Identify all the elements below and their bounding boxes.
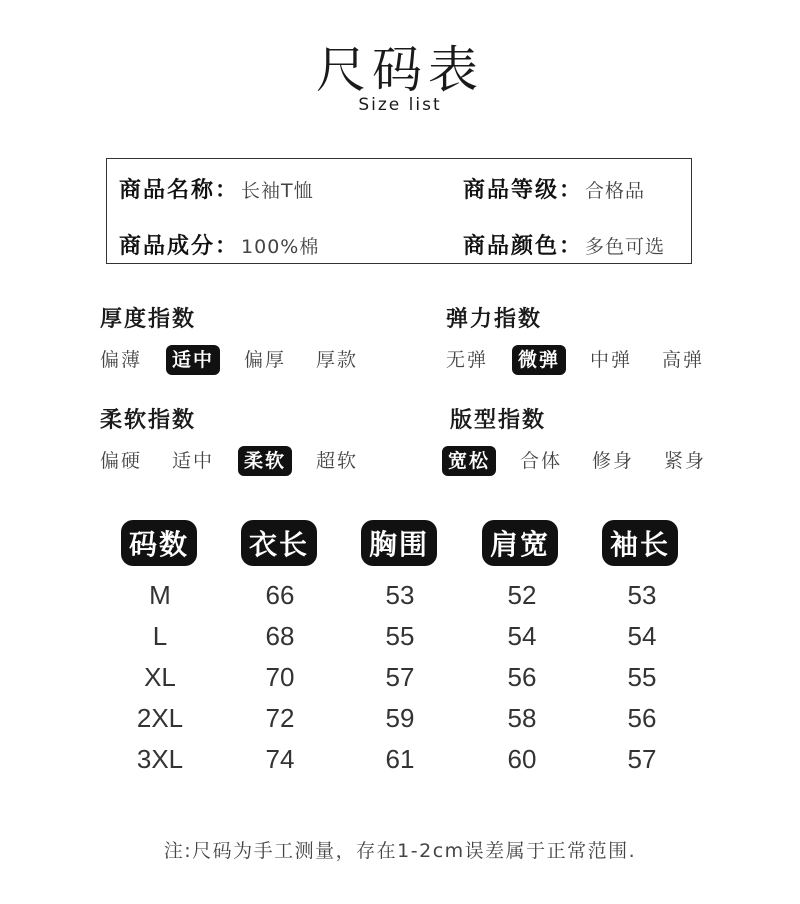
thickness-option: 偏厚 — [244, 349, 287, 371]
table-cell: 70 — [265, 662, 295, 692]
fit-option: 合体 — [520, 450, 563, 472]
elasticity-option: 微弹 — [512, 345, 566, 375]
table-cell: 55 — [385, 621, 415, 651]
col-header-size: 码数 — [121, 520, 197, 566]
info-colon: ： — [215, 178, 238, 203]
fit-option: 紧身 — [664, 450, 707, 472]
fit-option: 宽松 — [442, 446, 496, 476]
softness-option: 超软 — [316, 450, 359, 472]
col-header-shoulder: 肩宽 — [482, 520, 558, 566]
table-cell: 54 — [627, 621, 657, 651]
col-header-chest: 胸围 — [361, 520, 437, 566]
info-colon: ： — [559, 234, 582, 259]
info-label: 商品名称 — [119, 178, 216, 203]
table-cell: 3XL — [136, 744, 184, 774]
table-cell: 61 — [385, 744, 415, 774]
elasticity-option: 无弹 — [446, 349, 489, 371]
table-cell: 72 — [265, 703, 295, 733]
elasticity-option: 中弹 — [590, 349, 633, 371]
elasticity-index-options — [440, 345, 710, 375]
table-cell: 66 — [265, 580, 295, 610]
col-header-sleeve: 袖长 — [602, 520, 678, 566]
info-label: 商品等级 — [463, 178, 560, 203]
thickness-option: 适中 — [166, 345, 220, 375]
col-header-length: 衣长 — [241, 520, 317, 566]
softness-option: 柔软 — [238, 446, 292, 476]
info-colon: ： — [215, 234, 238, 259]
table-cell: 74 — [265, 744, 295, 774]
info-product-color — [463, 229, 665, 260]
measurement-note: 注:尺码为手工测量，存在1-2cm误差属于正常范围. — [163, 840, 637, 862]
softness-option: 偏硬 — [100, 450, 143, 472]
softness-index-options — [94, 446, 364, 476]
info-product-grade — [463, 173, 645, 204]
table-cell: 60 — [507, 744, 537, 774]
thickness-option: 偏薄 — [100, 349, 143, 371]
table-cell: XL — [144, 662, 176, 692]
table-cell: 59 — [385, 703, 415, 733]
softness-option: 适中 — [172, 450, 215, 472]
info-product-material — [119, 229, 319, 260]
info-value: 长袖T恤 — [241, 180, 314, 202]
info-value: 多色可选 — [585, 236, 666, 258]
product-info-box — [106, 158, 692, 264]
fit-index-options — [442, 446, 712, 476]
page-subtitle: Size list — [358, 95, 442, 115]
thickness-index-options — [94, 345, 364, 375]
thickness-option: 厚款 — [316, 349, 359, 371]
info-product-name — [119, 173, 314, 204]
info-colon: ： — [559, 178, 582, 203]
table-cell: M — [149, 580, 171, 610]
info-value: 合格品 — [585, 180, 646, 202]
table-cell: 56 — [507, 662, 537, 692]
table-cell: 55 — [627, 662, 657, 692]
fit-option: 修身 — [592, 450, 635, 472]
table-cell: 2XL — [136, 703, 184, 733]
table-cell: 52 — [507, 580, 537, 610]
page-title: 尺码表 — [316, 41, 484, 99]
table-cell: L — [152, 621, 168, 651]
info-value: 100%棉 — [241, 236, 320, 258]
table-cell: 53 — [385, 580, 415, 610]
fit-index-title: 版型指数 — [450, 408, 547, 433]
table-cell: 58 — [507, 703, 537, 733]
softness-index-title: 柔软指数 — [100, 408, 197, 433]
table-cell: 56 — [627, 703, 657, 733]
elasticity-index-title: 弹力指数 — [446, 307, 543, 332]
table-cell: 53 — [627, 580, 657, 610]
table-cell: 68 — [265, 621, 295, 651]
table-cell: 54 — [507, 621, 537, 651]
thickness-index-title: 厚度指数 — [100, 307, 197, 332]
elasticity-option: 高弹 — [662, 349, 705, 371]
info-label: 商品成分 — [119, 234, 216, 259]
table-cell: 57 — [385, 662, 415, 692]
table-cell: 57 — [627, 744, 657, 774]
info-label: 商品颜色 — [463, 234, 560, 259]
